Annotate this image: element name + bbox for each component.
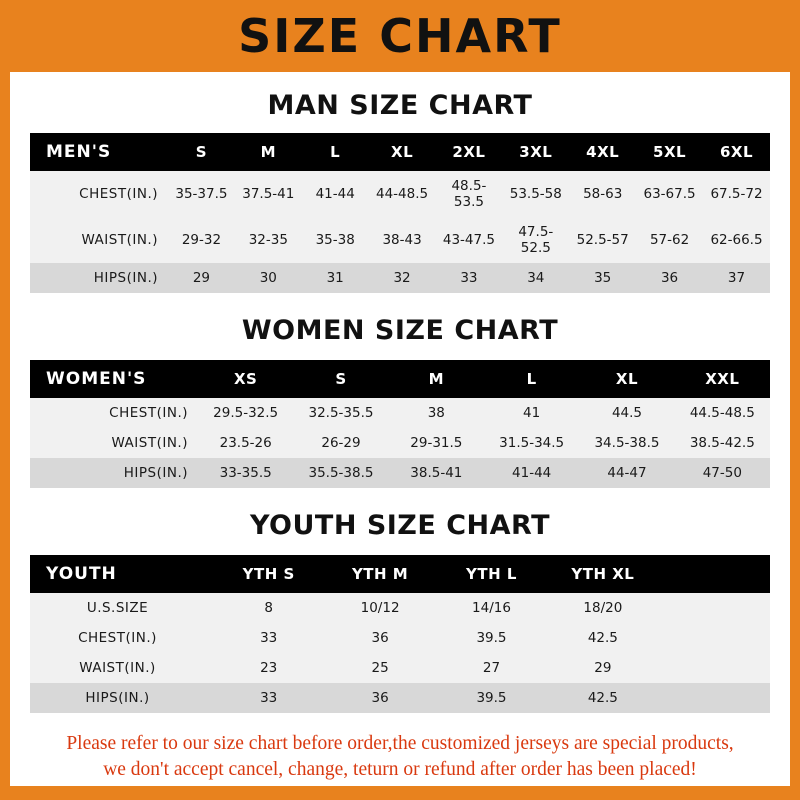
column-header-m: M xyxy=(260,143,277,161)
man-table-header xyxy=(30,133,770,171)
cell: 38.5-41 xyxy=(410,465,463,481)
cell: 32.5-35.5 xyxy=(308,405,374,421)
cell: 35.5-38.5 xyxy=(308,465,374,481)
man-size-table xyxy=(30,133,770,293)
cell-empty xyxy=(659,683,770,713)
cell: 30 xyxy=(259,270,277,286)
cell: 37.5-41 xyxy=(242,186,295,202)
cell: 36 xyxy=(371,690,389,706)
cell-empty xyxy=(659,623,770,653)
table-row xyxy=(30,217,770,263)
footer-note-line-1: Please refer to our size chart before order,the customized jerseys are special products, xyxy=(66,733,734,754)
cell: 10/12 xyxy=(360,600,400,616)
man-section-title: MAN SIZE CHART xyxy=(267,90,533,121)
cell: 27 xyxy=(482,660,501,676)
cell: 42.5 xyxy=(587,690,618,706)
cell-empty xyxy=(659,593,770,623)
column-header-xs: XS xyxy=(233,370,258,388)
column-header-5xl: 5XL xyxy=(653,143,687,161)
row-label-hips: HIPS(IN.) xyxy=(93,270,158,286)
table-header-row xyxy=(30,360,770,398)
man-size-section xyxy=(30,90,770,293)
cell: 23.5-26 xyxy=(219,435,272,451)
cell: 31.5-34.5 xyxy=(499,435,565,451)
cell: 8 xyxy=(264,600,273,616)
cell: 44.5-48.5 xyxy=(689,405,755,421)
column-header-m: M xyxy=(428,370,445,388)
table-row xyxy=(30,593,770,623)
row-label-chest: CHEST(IN.) xyxy=(79,186,158,202)
bottom-banner xyxy=(0,786,800,800)
column-header-spacer xyxy=(659,555,770,593)
cell: 29 xyxy=(594,660,612,676)
cell: 43-47.5 xyxy=(442,232,495,248)
row-label-chest: CHEST(IN.) xyxy=(78,630,157,646)
women-table-body xyxy=(30,398,770,488)
youth-size-table xyxy=(30,555,770,713)
cell: 41-44 xyxy=(512,465,552,481)
column-header-s: S xyxy=(195,143,208,161)
column-header-yth-s: YTH S xyxy=(242,565,295,583)
cell: 14/16 xyxy=(472,600,511,616)
cell: 33 xyxy=(460,270,478,286)
cell: 35-38 xyxy=(315,232,355,248)
column-header-l: L xyxy=(330,143,341,161)
page-title: SIZE CHART xyxy=(238,9,562,63)
cell: 34 xyxy=(527,270,545,286)
women-table-header xyxy=(30,360,770,398)
column-header-l: L xyxy=(526,370,537,388)
column-header-yth-m: YTH M xyxy=(351,565,409,583)
cell: 44-47 xyxy=(607,465,647,481)
cell: 47-50 xyxy=(702,465,742,481)
column-header-xl: XL xyxy=(391,143,414,161)
cell: 38.5-42.5 xyxy=(689,435,755,451)
table-row xyxy=(30,623,770,653)
cell: 41 xyxy=(523,405,541,421)
table-row xyxy=(30,683,770,713)
column-header-label: MEN'S xyxy=(46,142,112,162)
cell: 39.5 xyxy=(476,690,507,706)
header-banner xyxy=(0,0,800,72)
row-label-hips: HIPS(IN.) xyxy=(85,690,150,706)
row-label-waist: WAIST(IN.) xyxy=(79,660,156,676)
cell: 38 xyxy=(427,405,445,421)
row-label-us-size: U.S.SIZE xyxy=(86,600,149,616)
man-table-body xyxy=(30,171,770,293)
cell: 26-29 xyxy=(321,435,361,451)
column-header-2xl: 2XL xyxy=(452,143,486,161)
cell: 67.5-72 xyxy=(710,186,763,202)
cell: 29 xyxy=(192,270,211,286)
table-row xyxy=(30,263,770,293)
cell: 33 xyxy=(260,690,278,706)
table-row xyxy=(30,398,770,428)
column-header-s: S xyxy=(335,370,347,388)
row-label-waist: WAIST(IN.) xyxy=(81,232,158,248)
women-section-title: WOMEN SIZE CHART xyxy=(241,315,559,346)
cell: 32 xyxy=(393,270,411,286)
women-size-table xyxy=(30,360,770,488)
cell: 32-35 xyxy=(248,232,288,248)
cell: 31 xyxy=(326,270,344,286)
cell: 53.5-58 xyxy=(509,186,562,202)
column-header-label: WOMEN'S xyxy=(46,369,147,389)
cell: 29-31.5 xyxy=(410,435,463,451)
table-row xyxy=(30,458,770,488)
cell: 44.5 xyxy=(611,405,642,421)
youth-size-section xyxy=(30,510,770,713)
cell: 58-63 xyxy=(583,186,623,202)
cell: 36 xyxy=(660,270,679,286)
cell: 29-32 xyxy=(181,232,222,248)
column-header-yth-l: YTH L xyxy=(466,565,517,583)
cell: 29.5-32.5 xyxy=(213,405,279,421)
youth-table-body xyxy=(30,593,770,713)
cell-empty xyxy=(659,653,770,683)
cell: 62-66.5 xyxy=(710,232,763,248)
table-header-row xyxy=(30,133,770,171)
footer-note-line-2: we don't accept cancel, change, teturn or refund after order has been placed! xyxy=(103,759,697,781)
cell: 41-44 xyxy=(315,186,355,202)
cell: 18/20 xyxy=(583,600,623,616)
cell: 42.5 xyxy=(587,630,618,646)
cell: 34.5-38.5 xyxy=(594,435,660,451)
youth-table-header xyxy=(30,555,770,593)
youth-section-title: YOUTH SIZE CHART xyxy=(249,510,551,541)
cell: 37 xyxy=(727,270,746,286)
women-size-section xyxy=(30,315,770,488)
column-header-xl: XL xyxy=(615,370,639,388)
table-row xyxy=(30,653,770,683)
cell: 47.5-52.5 xyxy=(518,224,554,256)
table-row xyxy=(30,171,770,217)
footer-note xyxy=(24,731,776,784)
table-row xyxy=(30,428,770,458)
cell: 57-62 xyxy=(649,232,690,248)
cell: 23 xyxy=(260,660,278,676)
row-label-waist: WAIST(IN.) xyxy=(111,435,188,451)
cell: 33 xyxy=(260,630,278,646)
column-header-label: YOUTH xyxy=(46,564,117,584)
cell: 35-37.5 xyxy=(175,186,228,202)
row-label-chest: CHEST(IN.) xyxy=(109,405,188,421)
cell: 44-48.5 xyxy=(376,186,429,202)
cell: 35 xyxy=(594,270,612,286)
cell: 36 xyxy=(371,630,389,646)
table-header-row xyxy=(30,555,770,593)
cell: 48.5-53.5 xyxy=(451,178,487,210)
column-header-3xl: 3XL xyxy=(519,143,553,161)
column-header-xxl: XXL xyxy=(705,370,740,388)
column-header-4xl: 4XL xyxy=(586,143,620,161)
cell: 38-43 xyxy=(382,232,422,248)
cell: 33-35.5 xyxy=(219,465,272,481)
cell: 63-67.5 xyxy=(643,186,696,202)
column-header-yth-xl: YTH XL xyxy=(571,565,635,583)
column-header-6xl: 6XL xyxy=(719,143,754,161)
cell: 39.5 xyxy=(476,630,507,646)
cell: 52.5-57 xyxy=(576,232,629,248)
row-label-hips: HIPS(IN.) xyxy=(123,465,188,481)
cell: 25 xyxy=(371,660,389,676)
